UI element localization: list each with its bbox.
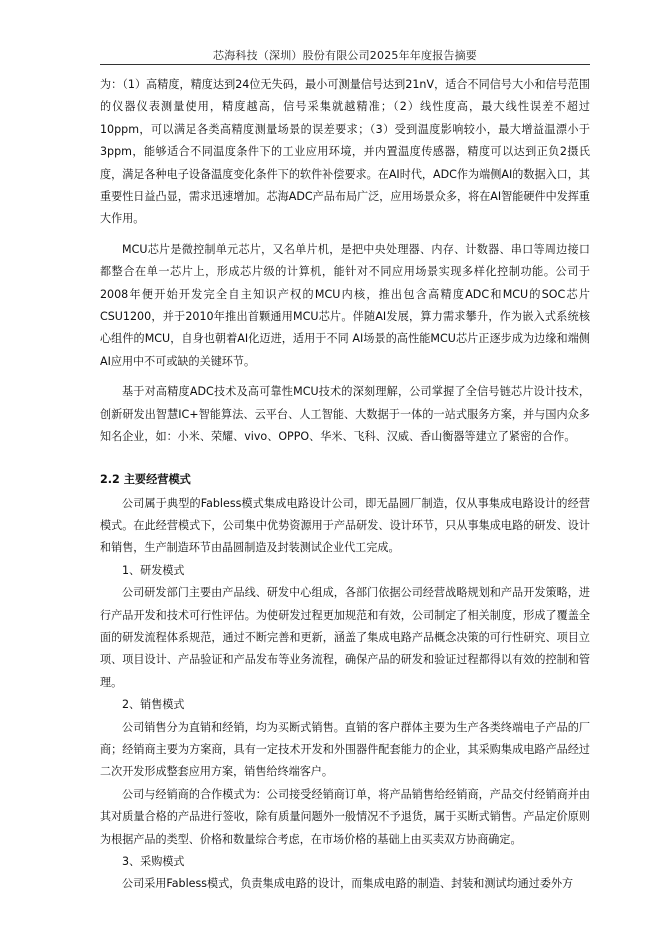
paragraph-adc-features: 为：（1）高精度，精度达到24位无失码，最小可测量信号达到21nV，适合不同信号大小和信号范围的仪器仪表测量使用，精度越高，信号采集就越精准；（2）线性度高，最大线性误差不超过10ppm，可以满足各类高精度测量场景的误差要求；（3）受到温度影响较小，最大增益温漂小于3ppm，能够适合不同温度条件下的工业应用环境，并内置温度传感器，精度可以达到正负2摄氏度，满足各种电子设备温度变化条件下的软件补偿要求。在AI时代，ADC作为端侧AI的数据入口，其重要性日益凸显，需求迅速增加。芯海ADC产品布局广泛，应用场景众多，将在AI智能硬件中发挥重大作用。 <box>100 78 590 226</box>
paragraph-mcu: MCU芯片是微控制单元芯片，又名单片机，是把中央处理器、内存、计数器、串口等周边接口都整合在单一芯片上，形成芯片级的计算机，能针对不同应用场景实现多样化控制功能。公司于2008年便开始开发完全自主知识产权的MCU内核，推出包含高精度ADC和MCU的SOC芯片CSU1200，并于2010年推出首颗通用MCU芯片。伴随AI发展，算力需求攀升，作为嵌入式系统核心组件的MCU，自身也朝着AI化迈进，适用于不同 AI场景的高性能MCU芯片正逐步成为边缘和端侧AI应用中不可或缺的关键环节。 <box>100 242 590 368</box>
document-body <box>100 74 590 896</box>
page-header: 芯海科技（深圳）股份有限公司2025年年度报告摘要 <box>213 49 477 62</box>
header-rule <box>100 64 590 65</box>
subheading-purchase-model: 3、采购模式 <box>122 855 185 868</box>
paragraph-purchase-model: 公司采用Fabless模式，负责集成电路的设计，而集成电路的制造、封装和测试均通过委外方 <box>122 877 574 891</box>
subheading-sales-model: 2、销售模式 <box>122 698 185 712</box>
subheading-rd-model: 1、研发模式 <box>122 563 185 577</box>
paragraph-sales-model: 公司销售分为直销和经销，均为买断式销售。直销的客户群体主要为生产各类终端电子产品的厂商；经销商主要为方案商，具有一定技术开发和外围器件配套能力的企业，其采购集成电路产品经过二次开发形成整套应用方案，销售给终端客户。 <box>100 720 590 779</box>
paragraph-technology: 基于对高精度ADC技术及高可靠性MCU技术的深刻理解，公司掌握了全信号链芯片设计技术，创新研发出智慧IC+智能算法、云平台、人工智能、大数据于一体的一站式服务方案，并与国内众多知名企业，如：小米、荣耀、vivo、OPPO、华米、飞科、汉威、香山衡器等建立了紧密的合作。 <box>100 385 590 444</box>
paragraph-distributor-cooperation: 公司与经销商的合作模式为：公司接受经销商订单，将产品销售给经销商，产品交付经销商并由其对质量合格的产品进行签收，除有质量问题外一般情况不予退货，属于买断式销售。产品定价原则为根据产品的类型、价格和数量综合考虑，在市场价格的基础上由买卖双方协商确定。 <box>100 787 590 846</box>
paragraph-rd-model: 公司研发部门主要由产品线、研发中心组成，各部门依据公司经营战略规划和产品开发策略，进行产品开发和技术可行性评估。为使研发过程更加规范和有效，公司制定了相关制度，形成了覆盖全面的研发流程体系规范，通过不断完善和更新，涵盖了集成电路产品概念决策的可行性研究、项目立项、项目设计、产品验证和产品发布等业务流程，确保产品的研发和验证过程都得以有效的控制和管理。 <box>100 586 590 689</box>
section-heading-business-model: 2.2 主要经营模式 <box>100 472 191 486</box>
paragraph-fabless-intro: 公司属于典型的Fabless模式集成电路设计公司，即无晶圆厂制造，仅从事集成电路设计的经营模式。在此经营模式下，公司集中优势资源用于产品研发、设计环节，只从事集成电路的研发、设计和销售，生产制造环节由晶圆制造及封装测试企业代工完成。 <box>100 496 590 555</box>
